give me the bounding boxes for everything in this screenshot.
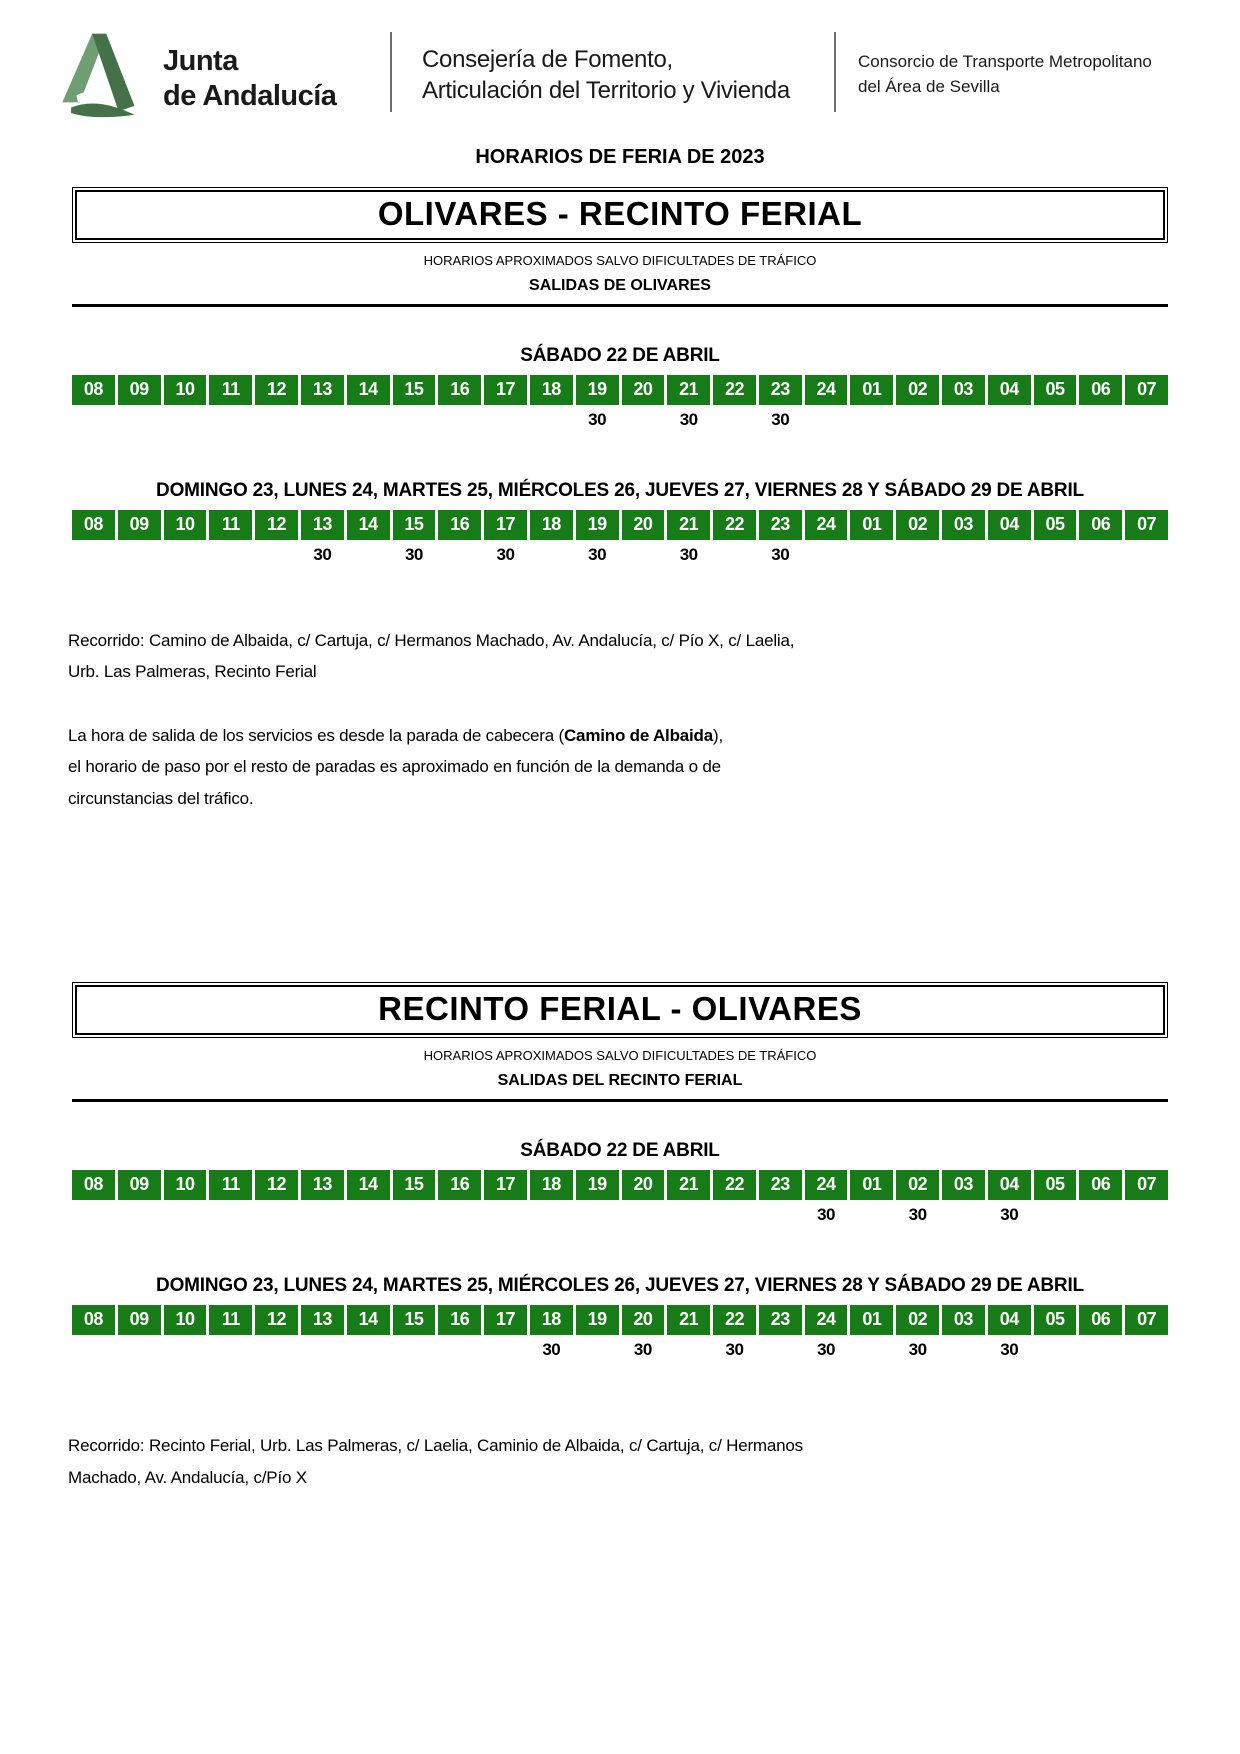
minute-row — [72, 1203, 1168, 1227]
hour-cell: 08 — [72, 1170, 115, 1200]
recorrido-line1: Recorrido: Recinto Ferial, Urb. Las Palmeras, c/ Laelia, Caminio de Albaida, c/ Cartuja, c/ Hermanos — [68, 1436, 803, 1456]
note-text — [68, 720, 1168, 814]
minute-cell — [988, 408, 1031, 432]
route-title: OLIVARES - RECINTO FERIAL — [377, 195, 863, 232]
hour-cell: 09 — [118, 1170, 161, 1200]
minute-cell — [438, 543, 481, 567]
minute-cell — [1034, 1203, 1077, 1227]
minute-cell — [209, 408, 252, 432]
minute-cell — [118, 1338, 161, 1362]
hour-cell: 01 — [850, 510, 893, 540]
hour-cell: 21 — [667, 1170, 710, 1200]
hour-cell: 21 — [667, 375, 710, 405]
route-title-box — [72, 187, 1168, 243]
minute-row — [72, 1338, 1168, 1362]
hour-cell: 10 — [164, 1170, 207, 1200]
hour-cell: 23 — [759, 1170, 802, 1200]
recorrido-text — [68, 1430, 1168, 1493]
hour-cell: 02 — [896, 1170, 939, 1200]
hour-row — [72, 510, 1168, 540]
hour-cell: 14 — [347, 375, 390, 405]
hour-cell: 03 — [942, 510, 985, 540]
minute-cell — [438, 408, 481, 432]
hour-cell: 19 — [576, 510, 619, 540]
hour-cell: 11 — [209, 1170, 252, 1200]
header — [0, 0, 1240, 122]
minute-cell — [713, 408, 756, 432]
minute-cell — [667, 1203, 710, 1227]
hour-cell: 14 — [347, 1170, 390, 1200]
minute-cell — [209, 543, 252, 567]
minute-cell: 30 — [404, 545, 423, 564]
minute-cell — [1079, 543, 1122, 567]
brand-name — [163, 44, 336, 115]
hour-cell: 06 — [1079, 1305, 1122, 1335]
minute-cell — [164, 1338, 207, 1362]
minute-cell — [942, 408, 985, 432]
minute-cell — [1034, 543, 1077, 567]
minute-cell: 30 — [313, 545, 332, 564]
minute-cell — [484, 408, 527, 432]
hour-cell: 15 — [393, 375, 436, 405]
minute-cell — [805, 408, 848, 432]
minute-cell — [713, 1203, 756, 1227]
hour-cell: 22 — [713, 375, 756, 405]
minute-row — [72, 408, 1168, 432]
recorrido-text — [68, 625, 1168, 688]
separator-rule — [72, 1099, 1168, 1102]
minute-cell — [164, 543, 207, 567]
recorrido-line2: Urb. Las Palmeras, Recinto Ferial — [68, 662, 317, 682]
minute-cell — [713, 543, 756, 567]
minute-cell — [72, 1338, 115, 1362]
minute-cell: 30 — [496, 545, 515, 564]
hour-cell: 09 — [118, 510, 161, 540]
minute-cell: 30 — [679, 410, 698, 429]
hour-cell: 13 — [301, 1170, 344, 1200]
minute-cell — [759, 1203, 802, 1227]
minute-cell — [301, 1203, 344, 1227]
minute-cell: 30 — [588, 410, 607, 429]
minute-cell — [1034, 408, 1077, 432]
hour-cell: 21 — [667, 510, 710, 540]
hour-cell: 04 — [988, 510, 1031, 540]
consortium-line2: del Área de Sevilla — [858, 76, 1000, 96]
department-name — [392, 44, 834, 106]
hour-cell: 04 — [988, 1305, 1031, 1335]
note-line1-pre: La hora de salida de los servicios es desde la parada de cabecera ( — [68, 725, 564, 745]
minute-cell — [484, 1203, 527, 1227]
minute-cell — [576, 1203, 619, 1227]
hour-cell: 09 — [118, 1305, 161, 1335]
minute-cell: 30 — [679, 545, 698, 564]
minute-cell — [850, 408, 893, 432]
minute-cell — [942, 543, 985, 567]
junta-de-andalucia-logo — [57, 30, 390, 122]
minute-cell — [72, 543, 115, 567]
hour-cell: 20 — [622, 510, 665, 540]
note-line3: circunstancias del tráfico. — [68, 788, 254, 808]
section-olivares-recinto-ferial — [0, 187, 1240, 814]
department-line2: Articulación del Territorio y Vivienda — [422, 77, 790, 105]
minute-cell: 30 — [771, 410, 790, 429]
minute-cell — [438, 1203, 481, 1227]
hour-cell: 19 — [576, 1170, 619, 1200]
minute-cell — [988, 543, 1031, 567]
minute-cell — [301, 1338, 344, 1362]
timetable-weekdays — [0, 1275, 1240, 1362]
hour-cell: 05 — [1034, 375, 1077, 405]
minute-cell — [72, 1203, 115, 1227]
hour-cell: 05 — [1034, 510, 1077, 540]
minute-cell — [164, 1203, 207, 1227]
hour-cell: 06 — [1079, 375, 1122, 405]
minute-cell — [759, 1338, 802, 1362]
minute-cell — [347, 408, 390, 432]
minute-cell: 30 — [1000, 1205, 1019, 1225]
brand-line1: Junta — [163, 45, 238, 77]
hour-cell: 10 — [164, 1305, 207, 1335]
minute-cell — [942, 1203, 985, 1227]
salidas-heading: SALIDAS DE OLIVARES — [529, 277, 711, 294]
salidas-heading: SALIDAS DEL RECINTO FERIAL — [497, 1072, 743, 1090]
note-line2: el horario de paso por el resto de paradas es aproximado en función de la demanda o de — [68, 757, 721, 777]
hour-cell: 11 — [209, 375, 252, 405]
minute-cell: 30 — [817, 1340, 836, 1360]
hour-cell: 07 — [1125, 510, 1168, 540]
hour-cell: 16 — [438, 510, 481, 540]
note-line1-bold: Camino de Albaida — [563, 725, 713, 745]
minute-cell — [1079, 408, 1122, 432]
hour-cell: 05 — [1034, 1170, 1077, 1200]
hour-cell: 22 — [713, 1305, 756, 1335]
minute-cell — [1125, 543, 1168, 567]
hour-cell: 20 — [622, 1305, 665, 1335]
minute-cell — [1079, 1338, 1122, 1362]
minute-cell — [1125, 1338, 1168, 1362]
recorrido-line2: Machado, Av. Andalucía, c/Pío X — [68, 1467, 307, 1487]
hour-cell: 01 — [850, 1170, 893, 1200]
hour-cell: 20 — [622, 375, 665, 405]
hour-cell: 08 — [72, 510, 115, 540]
hour-cell: 16 — [438, 1305, 481, 1335]
hour-row — [72, 1170, 1168, 1200]
minute-cell — [530, 543, 573, 567]
minute-cell — [850, 1203, 893, 1227]
hour-cell: 17 — [484, 1305, 527, 1335]
department-line1: Consejería de Fomento, — [422, 46, 673, 73]
day-label: SÁBADO 22 DE ABRIL — [520, 345, 720, 366]
minute-cell — [622, 1203, 665, 1227]
hour-cell: 18 — [530, 510, 573, 540]
consortium-line1: Consorcio de Transporte Metropolitano — [858, 52, 1152, 71]
minute-cell — [255, 1338, 298, 1362]
minute-cell — [942, 1338, 985, 1362]
hour-cell: 24 — [805, 510, 848, 540]
hour-cell: 13 — [301, 510, 344, 540]
hour-cell: 06 — [1079, 510, 1122, 540]
minute-cell: 30 — [588, 545, 607, 564]
minute-cell — [896, 543, 939, 567]
minute-cell — [347, 1338, 390, 1362]
minute-cell: 30 — [725, 1340, 744, 1360]
consortium-name — [836, 50, 1152, 99]
minute-cell — [118, 408, 161, 432]
brand-line2: de Andalucía — [163, 80, 337, 113]
minute-cell — [484, 1338, 527, 1362]
minute-cell — [209, 1203, 252, 1227]
hour-cell: 03 — [942, 375, 985, 405]
hour-cell: 08 — [72, 1305, 115, 1335]
route-title-box — [72, 982, 1168, 1038]
hour-row — [72, 375, 1168, 405]
hour-cell: 19 — [576, 1305, 619, 1335]
hour-cell: 08 — [72, 375, 115, 405]
minute-cell: 30 — [542, 1340, 561, 1360]
hour-cell: 14 — [347, 1305, 390, 1335]
approx-note: HORARIOS APROXIMADOS SALVO DIFICULTADES DE TRÁFICO — [423, 253, 817, 268]
minute-cell — [118, 1203, 161, 1227]
minute-cell: 30 — [908, 1205, 927, 1225]
minute-cell — [896, 408, 939, 432]
hour-cell: 02 — [896, 1305, 939, 1335]
note-line1-post: ), — [712, 725, 723, 745]
minute-row — [72, 543, 1168, 567]
hour-cell: 24 — [805, 1170, 848, 1200]
hour-cell: 07 — [1125, 1170, 1168, 1200]
approx-note: HORARIOS APROXIMADOS SALVO DIFICULTADES DE TRÁFICO — [423, 1048, 817, 1064]
minute-cell — [438, 1338, 481, 1362]
hour-cell: 12 — [255, 375, 298, 405]
hour-cell: 06 — [1079, 1170, 1122, 1200]
hour-cell: 14 — [347, 510, 390, 540]
section-recinto-ferial-olivares — [0, 982, 1240, 1493]
separator-rule — [72, 304, 1168, 307]
minute-cell: 30 — [771, 545, 790, 564]
timetable-saturday — [0, 345, 1240, 432]
route-title: RECINTO FERIAL - OLIVARES — [378, 990, 862, 1028]
hour-cell: 15 — [393, 1170, 436, 1200]
hour-cell: 20 — [622, 1170, 665, 1200]
day-label: SÁBADO 22 DE ABRIL — [520, 1140, 720, 1162]
minute-cell — [347, 1203, 390, 1227]
day-label: DOMINGO 23, LUNES 24, MARTES 25, MIÉRCOLES 26, JUEVES 27, VIERNES 28 Y SÁBADO 29 DE ABRIL — [156, 480, 1084, 501]
timetable-saturday — [0, 1140, 1240, 1227]
minute-cell — [530, 408, 573, 432]
hour-cell: 04 — [988, 375, 1031, 405]
hour-cell: 16 — [438, 375, 481, 405]
hour-cell: 15 — [393, 1305, 436, 1335]
minute-cell: 30 — [1000, 1340, 1019, 1360]
hour-cell: 03 — [942, 1170, 985, 1200]
hour-cell: 02 — [896, 375, 939, 405]
hour-cell: 21 — [667, 1305, 710, 1335]
hour-cell: 01 — [850, 1305, 893, 1335]
minute-cell — [667, 1338, 710, 1362]
minute-cell — [622, 408, 665, 432]
hour-cell: 22 — [713, 1170, 756, 1200]
hour-cell: 10 — [164, 510, 207, 540]
minute-cell — [393, 1338, 436, 1362]
hour-cell: 03 — [942, 1305, 985, 1335]
hour-cell: 24 — [805, 375, 848, 405]
minute-cell — [622, 543, 665, 567]
minute-cell — [164, 408, 207, 432]
hour-cell: 12 — [255, 510, 298, 540]
hour-cell: 09 — [118, 375, 161, 405]
minute-cell — [255, 408, 298, 432]
minute-cell — [393, 1203, 436, 1227]
minute-cell — [850, 543, 893, 567]
hour-cell: 04 — [988, 1170, 1031, 1200]
hour-cell: 07 — [1125, 1305, 1168, 1335]
minute-cell — [347, 543, 390, 567]
hour-cell: 18 — [530, 1305, 573, 1335]
minute-cell — [301, 408, 344, 432]
hour-cell: 22 — [713, 510, 756, 540]
page-title: HORARIOS DE FERIA DE 2023 — [475, 146, 765, 168]
timetable-weekdays — [0, 480, 1240, 567]
minute-cell — [530, 1203, 573, 1227]
minute-cell — [255, 1203, 298, 1227]
recorrido-line1: Recorrido: Camino de Albaida, c/ Cartuja, c/ Hermanos Machado, Av. Andalucía, c/ Pío X, c/ Laelia, — [68, 631, 795, 650]
hour-cell: 05 — [1034, 1305, 1077, 1335]
hour-cell: 17 — [484, 510, 527, 540]
minute-cell: 30 — [908, 1340, 927, 1360]
minute-cell — [255, 543, 298, 567]
hour-cell: 01 — [850, 375, 893, 405]
hour-cell: 17 — [484, 1170, 527, 1200]
hour-cell: 12 — [255, 1170, 298, 1200]
minute-cell — [1125, 1203, 1168, 1227]
hour-cell: 13 — [301, 1305, 344, 1335]
minute-cell — [118, 543, 161, 567]
hour-cell: 02 — [896, 510, 939, 540]
hour-cell: 24 — [805, 1305, 848, 1335]
hour-cell: 18 — [530, 1170, 573, 1200]
hour-cell: 23 — [759, 1305, 802, 1335]
minute-cell — [393, 408, 436, 432]
minute-cell — [850, 1338, 893, 1362]
minute-cell — [1125, 408, 1168, 432]
minute-cell — [1034, 1338, 1077, 1362]
hour-cell: 11 — [209, 1305, 252, 1335]
minute-cell: 30 — [633, 1340, 652, 1360]
minute-cell — [1079, 1203, 1122, 1227]
minute-cell — [72, 408, 115, 432]
minute-cell — [209, 1338, 252, 1362]
hour-cell: 11 — [209, 510, 252, 540]
hour-cell: 19 — [576, 375, 619, 405]
hour-cell: 18 — [530, 375, 573, 405]
hour-row — [72, 1305, 1168, 1335]
minute-cell — [805, 543, 848, 567]
hour-cell: 07 — [1125, 375, 1168, 405]
hour-cell: 23 — [759, 510, 802, 540]
hour-cell: 23 — [759, 375, 802, 405]
hour-cell: 13 — [301, 375, 344, 405]
hour-cell: 12 — [255, 1305, 298, 1335]
hour-cell: 15 — [393, 510, 436, 540]
hour-cell: 10 — [164, 375, 207, 405]
junta-logo-icon — [57, 30, 145, 122]
day-label: DOMINGO 23, LUNES 24, MARTES 25, MIÉRCOLES 26, JUEVES 27, VIERNES 28 Y SÁBADO 29 DE ABRIL — [156, 1275, 1084, 1297]
minute-cell — [576, 1338, 619, 1362]
minute-cell: 30 — [817, 1205, 836, 1225]
hour-cell: 16 — [438, 1170, 481, 1200]
hour-cell: 17 — [484, 375, 527, 405]
